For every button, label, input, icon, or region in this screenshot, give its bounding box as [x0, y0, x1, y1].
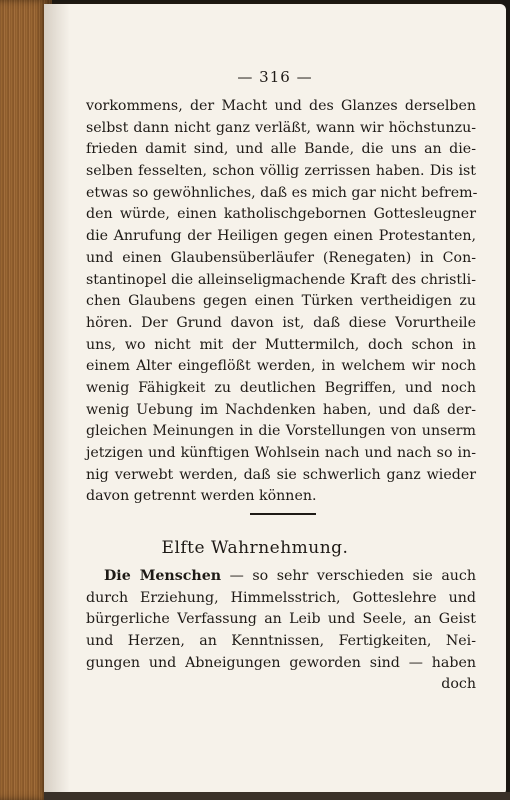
text-line: wenig Fähigkeit zu deutlichen Begriffen, und noch	[86, 379, 476, 396]
catchword: doch	[441, 676, 476, 693]
text-line: den würde, einen katholischgebornen Gottesleugner	[86, 206, 476, 223]
text-line: und Herzen, an Kenntnissen, Fertigkeiten, Nei-	[86, 633, 476, 650]
text-line: davon getrennt werden können.	[86, 488, 317, 505]
text-line: durch Erziehung, Himmelsstrich, Gotteslehre und	[86, 589, 476, 606]
text-line: selbst dann nicht ganz verläßt, wann wir höchstunzu-	[86, 119, 476, 136]
page-bottom-shadow	[44, 792, 510, 800]
text-line: chen Glaubens gegen einen Türken vertheidigen zu	[86, 293, 476, 310]
text-line: etwas so gewöhnliches, daß es mich gar nicht befrem-	[86, 184, 478, 201]
text-line: bürgerliche Verfassung an Leib und Seele, an Geist	[86, 611, 476, 628]
paragraph-1	[86, 96, 476, 508]
text-line: wenig Uebung im Nachdenken haben, und daß der-	[86, 401, 476, 418]
text-line: nig verwebt werden, daß sie schwerlich ganz wieder	[86, 466, 476, 483]
section-divider	[250, 513, 316, 515]
text-line: stantinopel die alleinseligmachende Kraft des christli-	[86, 271, 476, 288]
lead-word: Die Menschen	[104, 568, 222, 584]
page-number: — 316 —	[237, 68, 313, 86]
section-paragraph	[86, 566, 476, 696]
section-heading: Elfte Wahrnehmung.	[161, 538, 349, 558]
text-line: selben fesselten, schon völlig zerrissen haben. Dis ist	[86, 163, 476, 180]
text-line: hören. Der Grund davon ist, daß diese Vorurtheile	[86, 314, 476, 331]
text-line: frieden damit sind, und alle Bande, die uns an die-	[86, 141, 476, 158]
text-line	[86, 566, 476, 588]
text-fragment: — so sehr verschieden sie auch	[221, 568, 476, 584]
text-line: die Anrufung der Heiligen gegen einen Protestanten,	[86, 228, 476, 245]
text-line: und einen Glaubensüberläufer (Renegaten) in Con-	[86, 249, 476, 266]
text-line: gungen und Abneigungen geworden sind — haben	[86, 654, 476, 671]
text-line: einem Alter eingeflößt werden, in welchem wir noch	[86, 358, 476, 375]
text-line: vorkommens, der Macht und des Glanzes derselben	[86, 98, 476, 114]
text-line: uns, wo nicht mit der Muttermilch, doch schon in	[86, 336, 476, 353]
text-line: gleichen Meinungen in die Vorstellungen von unserm	[86, 423, 476, 440]
text-line: jetzigen und künftigen Wohlsein nach und nach so in-	[86, 445, 476, 461]
